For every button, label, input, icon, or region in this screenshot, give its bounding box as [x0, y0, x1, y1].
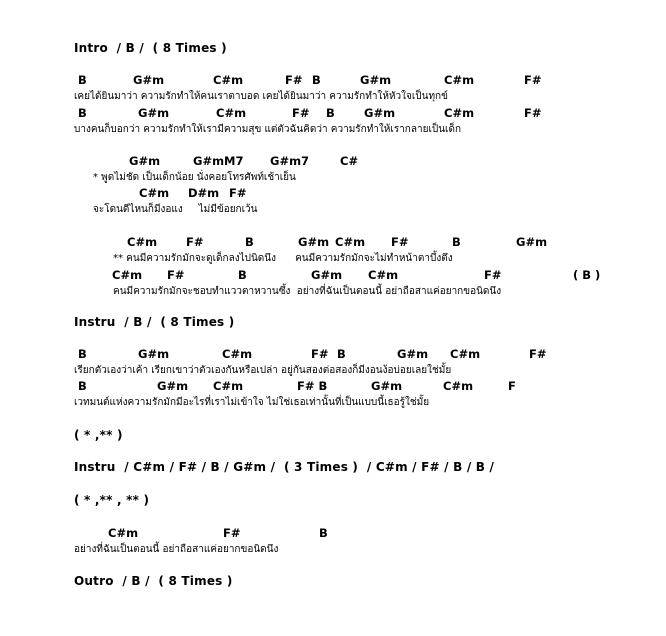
chord: C#m	[213, 73, 244, 87]
chord: G#m	[298, 235, 330, 249]
chord: D#m	[188, 186, 220, 200]
chord: B	[312, 73, 321, 87]
lyric-line: จะโดนดีไหนก็มีงอแง ไม่มีข้อยกเว้น	[93, 204, 258, 215]
chord: B	[78, 379, 87, 393]
chord: G#m	[138, 347, 170, 361]
chord: C#m	[112, 268, 143, 282]
chord: B	[238, 268, 247, 282]
lyric-line: บางคนก็บอกว่า ความรักทำให้เรามีความสุข แต่ตัวฉันคิดว่า ความรักทำให้เรากลายเป็นเด็ก	[74, 124, 462, 135]
chord: G#mM7	[193, 154, 244, 168]
chord: ( B )	[573, 268, 601, 282]
section-outro: Outro / B / ( 8 Times )	[74, 574, 233, 588]
chord: G#m	[157, 379, 189, 393]
chord: C#m	[127, 235, 158, 249]
chord: G#m	[397, 347, 429, 361]
chord: C#m	[139, 186, 170, 200]
chord: F#	[285, 73, 303, 87]
chord: C#m	[368, 268, 399, 282]
chord: G#m	[138, 106, 170, 120]
section-intro: Intro / B / ( 8 Times )	[74, 41, 227, 55]
chord: F#	[167, 268, 185, 282]
chord: B	[78, 106, 87, 120]
chord: C#m	[335, 235, 366, 249]
chord: B	[452, 235, 461, 249]
chord: F#	[311, 347, 329, 361]
chord: B	[337, 347, 346, 361]
lyric-line: คนมีความรักมักจะชอบทำแววตาหวานซึ้ง อย่างที่ฉันเป็นตอนนี้ อย่าถือสาแค่อยากขอนิดนึง	[113, 286, 502, 297]
section-instru: Instru / B / ( 8 Times )	[74, 315, 235, 329]
chord: C#m	[108, 526, 139, 540]
lyric-line: ** คนมีความรักมักจะดูเด็กลงไปนิดนึง คนมีความรักมักจะไม่ทำหน้าตาบึ้งตึง	[113, 253, 453, 264]
chord: C#m	[444, 73, 475, 87]
chord: G#m	[133, 73, 165, 87]
chord: F#	[391, 235, 409, 249]
chord: F#	[524, 73, 542, 87]
chord: F#	[186, 235, 204, 249]
chord: C#m	[444, 106, 475, 120]
chord: F#	[229, 186, 247, 200]
chord: F#	[223, 526, 241, 540]
chord: B	[319, 526, 328, 540]
chord: C#m	[222, 347, 253, 361]
chord: G#m	[360, 73, 392, 87]
lyric-line: * พูดไม่ชัด เป็นเด็กน้อย นั่งคอยโทรศัพท์เช้าเย็น	[93, 172, 296, 183]
chord: B	[78, 347, 87, 361]
lyric-line: เรียกตัวเองว่าเค้า เรียกเขาว่าตัวเองกันหรือเปล่า อยู่กันสองต่อสองก็มีงอนง้อบ่อยเลยใช่มั้ย	[74, 365, 452, 376]
chord: C#m	[216, 106, 247, 120]
chord: G#m	[311, 268, 343, 282]
chord: F#	[292, 106, 310, 120]
chord: G#m	[516, 235, 548, 249]
chord: B	[78, 73, 87, 87]
chord: C#m	[213, 379, 244, 393]
chord: C#m	[443, 379, 474, 393]
lyric-line: อย่างที่ฉันเป็นตอนนี้ อย่าถือสาแค่อยากขอนิดนึง	[74, 544, 279, 555]
chord: C#m	[450, 347, 481, 361]
chord: B	[326, 106, 335, 120]
chord: G#m7	[270, 154, 310, 168]
chord: F#	[484, 268, 502, 282]
repeat-marker: ( * ,** , ** )	[74, 493, 150, 507]
lyric-line: เคยได้ยินมาว่า ความรักทำให้คนเราตาบอด เคยได้ยินมาว่า ความรักทำให้หัวใจเป็นทุกข์	[74, 91, 448, 102]
repeat-marker: ( * ,** )	[74, 428, 123, 442]
section-instru: Instru / C#m / F# / B / G#m / ( 3 Times ) / C#m / F# / B / B /	[74, 460, 495, 474]
chord: G#m	[371, 379, 403, 393]
chord: F#	[524, 106, 542, 120]
chord: C#	[340, 154, 359, 168]
lyric-line: เวทมนต์แห่งความรักมักมีอะไรที่เราไม่เข้าใจ ไม่ใช่เธอเท่านั้นที่เป็นแบบนี้เธอรู้ใช่มั้ย	[74, 397, 430, 408]
chord: F# B	[297, 379, 328, 393]
chord: G#m	[129, 154, 161, 168]
chord: B	[245, 235, 254, 249]
chord: F	[508, 379, 516, 393]
chord: G#m	[364, 106, 396, 120]
chord: F#	[529, 347, 547, 361]
